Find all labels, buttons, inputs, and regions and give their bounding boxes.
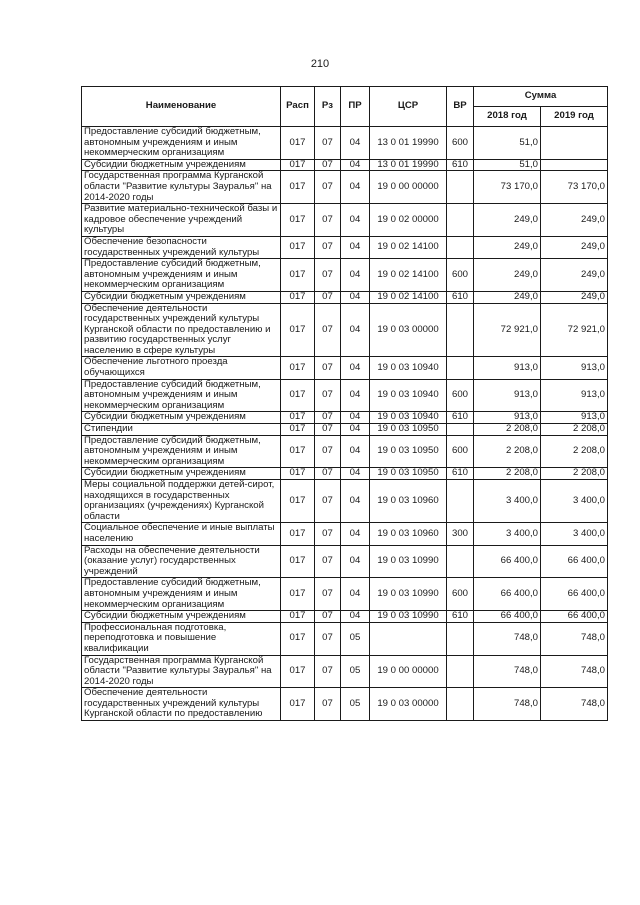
cell-pr: 04	[341, 236, 370, 258]
table-row	[82, 259, 608, 292]
table-row	[82, 303, 608, 357]
cell-rasp: 017	[281, 468, 315, 480]
cell-csr: 19 0 03 10950	[370, 468, 447, 480]
cell-pr: 04	[341, 127, 370, 160]
cell-rz: 07	[315, 545, 341, 578]
cell-rasp: 017	[281, 291, 315, 303]
cell-rasp: 017	[281, 412, 315, 424]
cell-2019: 2 208,0	[541, 435, 608, 468]
cell-vr	[447, 171, 474, 204]
cell-vr	[447, 480, 474, 523]
cell-rasp: 017	[281, 480, 315, 523]
cell-rasp: 017	[281, 655, 315, 688]
table-row	[82, 357, 608, 379]
table-row	[82, 171, 608, 204]
cell-rasp: 017	[281, 236, 315, 258]
cell-2018: 51,0	[474, 127, 541, 160]
cell-pr: 04	[341, 480, 370, 523]
cell-2019: 748,0	[541, 688, 608, 721]
cell-rz: 07	[315, 435, 341, 468]
cell-name: Обеспечение деятельности государственных учреждений культуры Курганской области по предоставлению	[82, 688, 281, 721]
cell-vr	[447, 655, 474, 688]
cell-name: Государственная программа Курганской области "Развитие культуры Зауралья" на 2014-2020 годы	[82, 655, 281, 688]
cell-pr: 04	[341, 523, 370, 545]
cell-rz: 07	[315, 159, 341, 171]
cell-2019: 3 400,0	[541, 523, 608, 545]
cell-csr: 13 0 01 19990	[370, 127, 447, 160]
cell-vr: 600	[447, 259, 474, 292]
cell-name: Обеспечение деятельности государственных учреждений культуры Курганской области по предоставлению и развитию государственных услуг населению в сфере культуры	[82, 303, 281, 357]
cell-name: Субсидии бюджетным учреждениям	[82, 611, 281, 623]
table-row	[82, 412, 608, 424]
table-row	[82, 204, 608, 237]
cell-pr: 04	[341, 424, 370, 436]
cell-csr: 19 0 02 14100	[370, 291, 447, 303]
table-body	[82, 127, 608, 721]
cell-pr: 04	[341, 379, 370, 412]
table-row	[82, 655, 608, 688]
header-pr: ПР	[341, 87, 370, 127]
table-row	[82, 236, 608, 258]
cell-pr: 04	[341, 611, 370, 623]
table-row	[82, 611, 608, 623]
table-row	[82, 424, 608, 436]
cell-rz: 07	[315, 468, 341, 480]
table-row	[82, 523, 608, 545]
table-row	[82, 159, 608, 171]
cell-2018: 913,0	[474, 357, 541, 379]
cell-name: Меры социальной поддержки детей-сирот, находящихся в государственных организациях (учреждениях) Курганской области	[82, 480, 281, 523]
cell-csr: 19 0 03 10940	[370, 379, 447, 412]
cell-vr	[447, 357, 474, 379]
cell-pr: 04	[341, 159, 370, 171]
cell-rasp: 017	[281, 357, 315, 379]
cell-vr	[447, 622, 474, 655]
cell-name: Предоставление субсидий бюджетным, автономным учреждениям и иным некоммерческим организациям	[82, 127, 281, 160]
cell-name: Предоставление субсидий бюджетным, автономным учреждениям и иным некоммерческим организациям	[82, 259, 281, 292]
cell-2018: 249,0	[474, 204, 541, 237]
cell-rasp: 017	[281, 578, 315, 611]
cell-csr: 13 0 01 19990	[370, 159, 447, 171]
cell-rasp: 017	[281, 688, 315, 721]
cell-rz: 07	[315, 204, 341, 237]
cell-vr	[447, 236, 474, 258]
cell-2018: 72 921,0	[474, 303, 541, 357]
cell-rz: 07	[315, 523, 341, 545]
cell-pr: 04	[341, 468, 370, 480]
cell-pr: 04	[341, 303, 370, 357]
cell-rz: 07	[315, 578, 341, 611]
cell-rasp: 017	[281, 611, 315, 623]
cell-rasp: 017	[281, 127, 315, 160]
header-name: Наименование	[82, 87, 281, 127]
cell-pr: 04	[341, 291, 370, 303]
cell-2019: 66 400,0	[541, 578, 608, 611]
page-number: 210	[310, 58, 330, 70]
cell-rasp: 017	[281, 379, 315, 412]
cell-2019: 249,0	[541, 259, 608, 292]
cell-csr: 19 0 03 10940	[370, 412, 447, 424]
cell-rasp: 017	[281, 204, 315, 237]
cell-vr: 600	[447, 578, 474, 611]
cell-2018: 2 208,0	[474, 424, 541, 436]
cell-2019	[541, 127, 608, 160]
cell-rasp: 017	[281, 435, 315, 468]
cell-pr: 04	[341, 435, 370, 468]
cell-pr: 04	[341, 259, 370, 292]
cell-csr: 19 0 00 00000	[370, 171, 447, 204]
table-row	[82, 468, 608, 480]
cell-2019: 249,0	[541, 236, 608, 258]
cell-name: Государственная программа Курганской области "Развитие культуры Зауралья" на 2014-2020 годы	[82, 171, 281, 204]
cell-pr: 04	[341, 204, 370, 237]
table-row	[82, 578, 608, 611]
cell-rz: 07	[315, 611, 341, 623]
header-csr: ЦСР	[370, 87, 447, 127]
cell-csr: 19 0 03 10960	[370, 523, 447, 545]
cell-rz: 07	[315, 480, 341, 523]
cell-vr: 600	[447, 127, 474, 160]
cell-vr	[447, 688, 474, 721]
cell-2018: 3 400,0	[474, 480, 541, 523]
cell-name: Субсидии бюджетным учреждениям	[82, 468, 281, 480]
cell-pr: 04	[341, 578, 370, 611]
cell-2019: 72 921,0	[541, 303, 608, 357]
cell-2018: 249,0	[474, 236, 541, 258]
cell-rasp: 017	[281, 259, 315, 292]
cell-vr	[447, 303, 474, 357]
cell-2019: 913,0	[541, 412, 608, 424]
cell-vr	[447, 424, 474, 436]
table-row	[82, 545, 608, 578]
table-row	[82, 480, 608, 523]
cell-csr: 19 0 02 14100	[370, 259, 447, 292]
cell-vr: 610	[447, 611, 474, 623]
cell-rz: 07	[315, 622, 341, 655]
cell-2018: 249,0	[474, 259, 541, 292]
cell-vr	[447, 204, 474, 237]
cell-name: Предоставление субсидий бюджетным, автономным учреждениям и иным некоммерческим организациям	[82, 578, 281, 611]
cell-vr: 610	[447, 468, 474, 480]
cell-2018: 51,0	[474, 159, 541, 171]
header-vr: ВР	[447, 87, 474, 127]
table-row	[82, 291, 608, 303]
cell-2019: 249,0	[541, 291, 608, 303]
cell-2019	[541, 159, 608, 171]
cell-pr: 05	[341, 655, 370, 688]
header-rz: Рз	[315, 87, 341, 127]
cell-vr: 610	[447, 159, 474, 171]
cell-vr: 600	[447, 379, 474, 412]
cell-vr: 610	[447, 291, 474, 303]
cell-name: Развитие материально-технической базы и кадровое обеспечение учреждений культуры	[82, 204, 281, 237]
cell-rz: 07	[315, 127, 341, 160]
cell-rz: 07	[315, 303, 341, 357]
cell-rz: 07	[315, 688, 341, 721]
cell-2019: 2 208,0	[541, 468, 608, 480]
cell-2018: 66 400,0	[474, 545, 541, 578]
table-row	[82, 622, 608, 655]
cell-rz: 07	[315, 171, 341, 204]
cell-2019: 73 170,0	[541, 171, 608, 204]
cell-name: Предоставление субсидий бюджетным, автономным учреждениям и иным некоммерческим организациям	[82, 435, 281, 468]
cell-rz: 07	[315, 379, 341, 412]
cell-rasp: 017	[281, 303, 315, 357]
cell-csr: 19 0 03 10950	[370, 424, 447, 436]
cell-pr: 05	[341, 688, 370, 721]
cell-rz: 07	[315, 259, 341, 292]
cell-2019: 66 400,0	[541, 545, 608, 578]
cell-pr: 05	[341, 622, 370, 655]
table-row	[82, 435, 608, 468]
cell-rz: 07	[315, 424, 341, 436]
cell-2018: 913,0	[474, 379, 541, 412]
cell-csr: 19 0 03 00000	[370, 303, 447, 357]
cell-2018: 748,0	[474, 688, 541, 721]
cell-csr	[370, 622, 447, 655]
cell-rasp: 017	[281, 159, 315, 171]
cell-name: Социальное обеспечение и иные выплаты населению	[82, 523, 281, 545]
cell-rz: 07	[315, 291, 341, 303]
cell-csr: 19 0 00 00000	[370, 655, 447, 688]
cell-csr: 19 0 03 10990	[370, 611, 447, 623]
cell-csr: 19 0 03 10990	[370, 545, 447, 578]
cell-csr: 19 0 03 10950	[370, 435, 447, 468]
cell-rasp: 017	[281, 171, 315, 204]
cell-name: Обеспечение льготного проезда обучающихся	[82, 357, 281, 379]
cell-2019: 2 208,0	[541, 424, 608, 436]
cell-rasp: 017	[281, 622, 315, 655]
cell-2018: 73 170,0	[474, 171, 541, 204]
cell-2018: 2 208,0	[474, 435, 541, 468]
cell-name: Обеспечение безопасности государственных учреждений культуры	[82, 236, 281, 258]
cell-pr: 04	[341, 357, 370, 379]
cell-vr: 300	[447, 523, 474, 545]
cell-csr: 19 0 03 10990	[370, 578, 447, 611]
cell-rasp: 017	[281, 424, 315, 436]
table-row	[82, 379, 608, 412]
cell-csr: 19 0 02 14100	[370, 236, 447, 258]
cell-2019: 748,0	[541, 655, 608, 688]
cell-vr: 610	[447, 412, 474, 424]
cell-pr: 04	[341, 545, 370, 578]
cell-rz: 07	[315, 655, 341, 688]
header-sum: Сумма	[474, 87, 608, 107]
cell-name: Стипендии	[82, 424, 281, 436]
cell-vr: 600	[447, 435, 474, 468]
cell-2018: 913,0	[474, 412, 541, 424]
cell-rasp: 017	[281, 545, 315, 578]
cell-csr: 19 0 03 10960	[370, 480, 447, 523]
cell-csr: 19 0 03 00000	[370, 688, 447, 721]
cell-csr: 19 0 02 00000	[370, 204, 447, 237]
cell-name: Предоставление субсидий бюджетным, автономным учреждениям и иным некоммерческим организациям	[82, 379, 281, 412]
header-2018: 2018 год	[474, 107, 541, 127]
cell-pr: 04	[341, 171, 370, 204]
header-rasp: Расп	[281, 87, 315, 127]
cell-name: Расходы на обеспечение деятельности (оказание услуг) государственных учреждений	[82, 545, 281, 578]
cell-rasp: 017	[281, 523, 315, 545]
header-2019: 2019 год	[541, 107, 608, 127]
table-row	[82, 688, 608, 721]
cell-2019: 748,0	[541, 622, 608, 655]
cell-2018: 748,0	[474, 622, 541, 655]
budget-table	[81, 86, 608, 721]
cell-2018: 3 400,0	[474, 523, 541, 545]
cell-rz: 07	[315, 236, 341, 258]
cell-2018: 249,0	[474, 291, 541, 303]
cell-2019: 3 400,0	[541, 480, 608, 523]
cell-2018: 66 400,0	[474, 578, 541, 611]
cell-name: Субсидии бюджетным учреждениям	[82, 291, 281, 303]
cell-2018: 66 400,0	[474, 611, 541, 623]
cell-2018: 748,0	[474, 655, 541, 688]
cell-2018: 2 208,0	[474, 468, 541, 480]
cell-2019: 249,0	[541, 204, 608, 237]
cell-name: Субсидии бюджетным учреждениям	[82, 159, 281, 171]
cell-csr: 19 0 03 10940	[370, 357, 447, 379]
cell-name: Профессиональная подготовка, переподготовка и повышение квалификации	[82, 622, 281, 655]
table-row	[82, 127, 608, 160]
cell-2019: 913,0	[541, 379, 608, 412]
cell-2019: 66 400,0	[541, 611, 608, 623]
cell-vr	[447, 545, 474, 578]
cell-pr: 04	[341, 412, 370, 424]
cell-2019: 913,0	[541, 357, 608, 379]
cell-name: Субсидии бюджетным учреждениям	[82, 412, 281, 424]
cell-rz: 07	[315, 357, 341, 379]
cell-rz: 07	[315, 412, 341, 424]
